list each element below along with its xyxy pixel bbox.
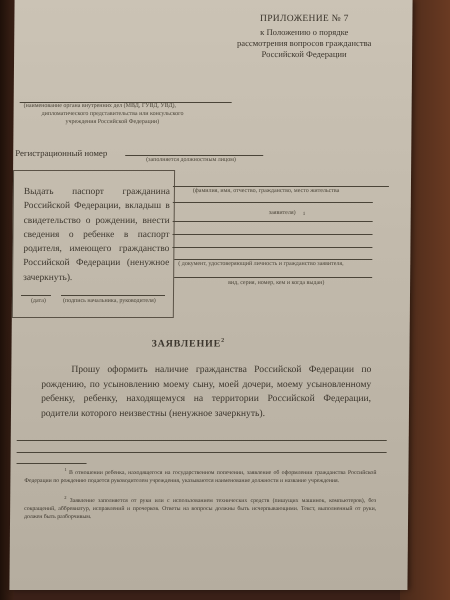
applicant-field-4[interactable] <box>173 234 373 235</box>
applicant-field-2[interactable] <box>173 202 373 203</box>
organ-caption: учреждения Российской Федерации) <box>65 119 160 125</box>
footnote-separator <box>17 463 87 464</box>
document-field-1[interactable] <box>174 259 372 260</box>
signature-caption: (подпись начальника, руководителя) <box>62 298 156 304</box>
resolution-box <box>12 170 175 318</box>
appendix-title: ПРИЛОЖЕНИЕ № 7 <box>260 14 349 24</box>
statement-body: Прошу оформить наличие гражданства Российской Федерации по рождению, по усыновлению моему сыну, моей дочери, моему усыновленному ребенку, ребенку, находящемуся на территории Российской Федерации, родители которого неизвестны (ненужное зачеркнуть). <box>40 364 372 419</box>
applicant-field-5[interactable] <box>172 247 372 248</box>
registration-label: Регистрационный номер <box>15 148 108 158</box>
applicant-caption: (фамилия, имя, отчество, гражданство, место жительства <box>192 188 340 194</box>
statement-blank-line[interactable] <box>17 440 387 441</box>
applicant-field-1[interactable] <box>173 186 389 187</box>
footnote-2: $^2$ Заявление заполняется от руки или с использованием технических средств (пишущих машинок, компьютеров), без сокращений, аббревиатур, исправлений и прочерков. Ответы на вопросы должны быть исчерпывающими. Текст, выполненный от руки, должен быть разборчивым. <box>24 495 377 521</box>
registration-number-field[interactable] <box>125 155 263 156</box>
applicant-caption: заявителя) <box>268 210 296 216</box>
document-caption: вид, серия, номер, кем и когда выдан) <box>228 280 325 286</box>
signature-field[interactable] <box>61 295 165 296</box>
appendix-line: рассмотрения вопросов гражданства <box>236 38 372 48</box>
resolution-text: Выдать паспорт гражданина Российской Федерации, вкладыш в свидетельство о рождении, внести сведения о ребенке в паспорт родителя, имеющего гражданство Российской Федерации (ненужное зачеркнуть). <box>23 187 170 283</box>
applicant-field-3[interactable] <box>173 221 373 222</box>
date-field[interactable] <box>21 295 51 296</box>
statement-heading: ЗАЯВЛЕНИЕ$^2$ <box>151 338 225 350</box>
footnote-mark-1: 1 <box>302 212 306 217</box>
footnote-1: $^1$ В отношении ребенка, находящегося на государственном попечении, заявление об оформлении гражданства Российской Федерации по рождению подается руководителем учреждения, указываются наименование должности и название учреждения. <box>24 467 377 485</box>
form-page <box>9 0 412 590</box>
statement-blank-line[interactable] <box>17 452 387 453</box>
appendix-line: к Положению о порядке <box>260 27 349 37</box>
registration-caption: (заполняется должностным лицом) <box>146 157 236 163</box>
organ-caption: дипломатического представительства или консульского <box>41 111 184 117</box>
organ-caption: (наименование органа внутренних дел (МВД, ГУВД, УВД), <box>23 103 177 109</box>
document-field-2[interactable] <box>174 277 372 278</box>
appendix-line: Российской Федерации <box>261 49 347 59</box>
date-caption: (дата) <box>30 298 46 304</box>
document-caption: ( документ, удостоверяющий личность и гражданство заявителя, <box>178 261 344 267</box>
